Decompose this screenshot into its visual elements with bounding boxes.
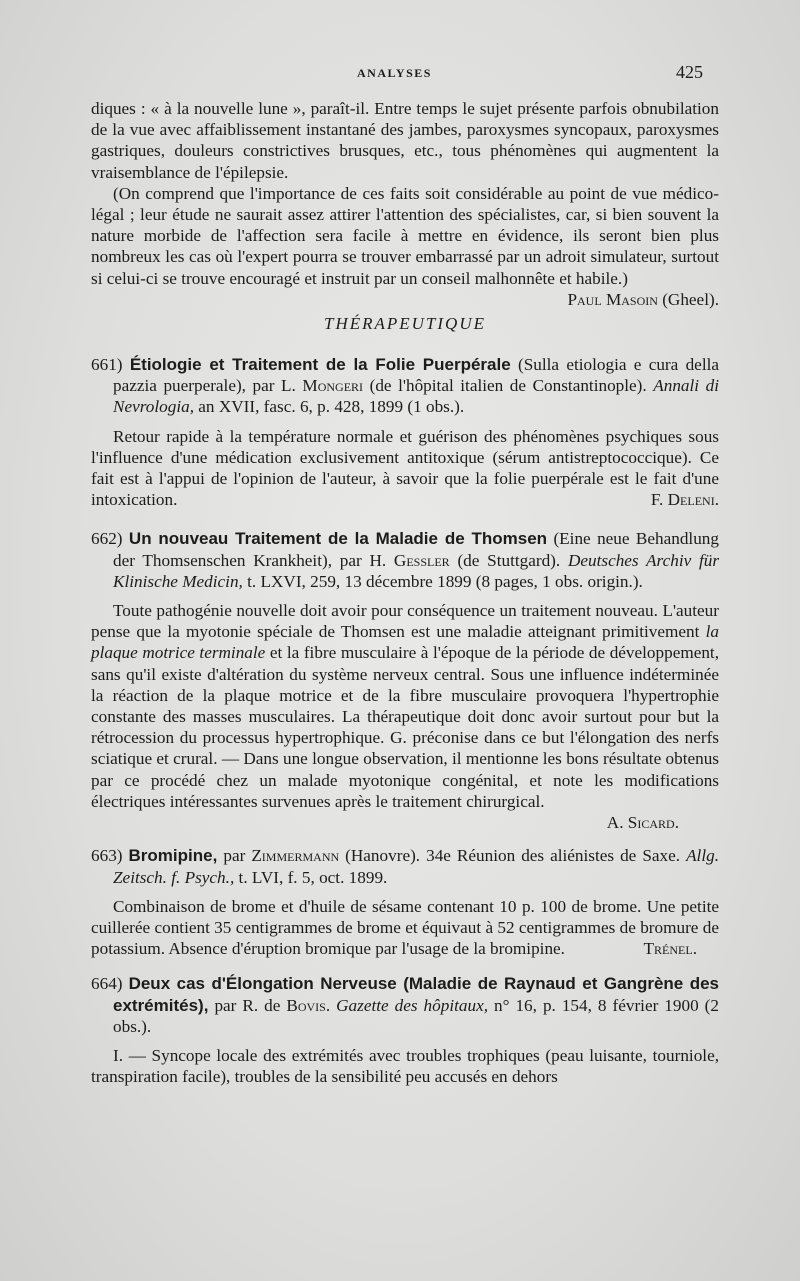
entry-ref-post: t. LXVI, 259, 13 décembre 1899 (8 pages, 1 obs. origin.). [247,571,643,591]
intro-paragraph-2-text: (On comprend que l'importance de ces faits soit considérable au point de vue médico-légal ; leur étude ne saurait assez attirer l'attention des spécialistes, car, si bien souvent la nature morbide de l'affection sera facile à mettre en évidence, ils seront bien plus nombreux les cas où l'expert pourra se trouver embarrassé par un adroit simulateur, surtout si celui-ci se trouve encouragé et instruit par un conseil malhonnête et habile.) [91,183,719,288]
entry-title: Étiologie et Traitement de la Folie Puerpérale [129,355,511,375]
page-body [91,98,719,1087]
entry-heading [91,354,719,418]
entry-662 [91,528,719,833]
intro-paragraph-1: diques : « à la nouvelle lune », paraît-il. Entre temps le sujet présente parfois obnubilation de la vue avec affaiblissement instantané des jambes, paroxysmes syncopaux, paroxysmes gastriques, douleurs constrictives brusques, etc., tous phénomènes qui augmentent la vraisemblance de l'épilepsie. [91,99,719,182]
entry-heading [91,973,719,1037]
entry-author: Bovis. [286,995,331,1015]
entry-journal: Annali di Nevrologia, [113,376,720,417]
entry-number: 661) [91,355,123,375]
running-head: ANALYSES [357,66,432,80]
entry-664 [91,973,719,1087]
intro-signature-place: (Gheel). [662,289,719,309]
entry-signature: F. Deleni. [650,490,719,510]
section-title: THÉRAPEUTIQUE [324,313,486,333]
entry-ref-pre: par [223,846,246,866]
entry-ref-mid: (Hanovre). 34e Réunion des aliénistes de Saxe. [345,846,681,866]
entry-661 [91,354,719,510]
intro-paragraph-2 [91,183,719,309]
page-header [0,62,800,86]
intro-signature: Paul Masoin [567,289,658,309]
intro-signature-block [545,289,719,310]
entry-ref-pre: par R. de [214,995,281,1015]
entry-text: I. — Syncope locale des extrémités avec troubles trophiques (peau luisante, tourniole, transpiration facile), troubles de la sensibilité peu accusés en dehors [91,1045,719,1087]
entry-heading [91,528,719,592]
entry-ref-post: n° 16, p. 154, 8 février 1900 (2 obs.). [113,995,719,1036]
entry-text [91,600,719,812]
entry-ref-pre: (Sulla etiologia e cura della pazzia puerperale), par L. [113,355,719,396]
entry-text-a: Toute pathogénie nouvelle doit avoir pour conséquence un traitement nouveau. L'auteur pense que la myotonie spéciale de Thomsen est une maladie atteignant primitivement [91,601,719,642]
entry-author: Zimmermann [251,846,340,866]
entry-heading [91,845,719,887]
entry-ref-post: an XVII, fasc. 6, p. 428, 1899 (1 obs.). [198,397,465,417]
entry-number: 663) [91,846,123,866]
page-number: 425 [676,62,703,82]
entry-663 [91,845,719,959]
entry-journal: Deutsches Archiv für Klinische Medicin, [113,550,720,591]
entry-ref-post: t. LVI, f. 5, oct. 1899. [238,867,388,887]
entry-number: 664) [91,974,123,994]
entry-title: Bromipine, [128,846,218,866]
entry-text [91,426,719,511]
entry-text-b: et la fibre musculaire à l'époque de la période de développement, sans qu'il existe d'altération du système nerveux central. Sous une influence indéterminée la réaction de la plaque motrice et de la fibre musculaire provoquera l'hypertrophie constante des masses musculaires. La thérapeutique doit donc avoir surtout pour but la rétrocession du processus hypertrophique. G. préconise dans ce but l'élongation des nerfs sciatique et crural. — Dans une longue observation, il mentionne les bons résultate obtenus par ce procédé chez un malade myotonique congénital, et note les modifications électriques intéressantes survenues après le traitement chirurgical. [91,643,720,811]
entry-ref-mid: (de Stuttgard). [457,550,561,570]
entry-text [91,896,719,960]
entry-number: 662) [91,529,123,549]
entry-ref-pre: (Eine neue Behandlung der Thomsenschen Krankheit), par H. [113,529,719,570]
entry-journal: Allg. Zeitsch. f. Psych., [113,846,720,887]
entry-author: Mongeri [302,376,364,396]
entry-text-italic: la plaque motrice terminale [91,622,719,663]
entry-author: Gessler [393,550,450,570]
entry-title: Deux cas d'Élongation Nerveuse (Maladie de Raynaud et Gangrène des extrémités), [113,974,720,1015]
entry-title: Un nouveau Traitement de la Maladie de Thomsen [128,529,548,549]
entry-ref-mid: (de l'hôpital italien de Constantinople). [369,376,647,396]
entry-text-body: Retour rapide à la température normale et guérison des phénomènes psychiques sous l'influence d'une médication exclusivement antitoxique (sérum antistreptococcique). Ce fait est à l'appui de l'opinion de l'auteur, à savoir que la folie puerpérale est le fait d'une intoxication. [91,426,719,510]
entry-text-body: Combinaison de brome et d'huile de sésame contenant 10 p. 100 de brome. Une petite cuillerée contient 35 centigrammes de brome et équivaut à 52 centigrammes de bromure de potassium. Absence d'éruption bromique par l'usage de la bromipine. [91,896,719,959]
entry-signature: A. Sicard. [606,813,679,833]
entry-journal: Gazette des hôpitaux, [336,995,488,1015]
entry-signature: Trénel. [643,939,697,959]
